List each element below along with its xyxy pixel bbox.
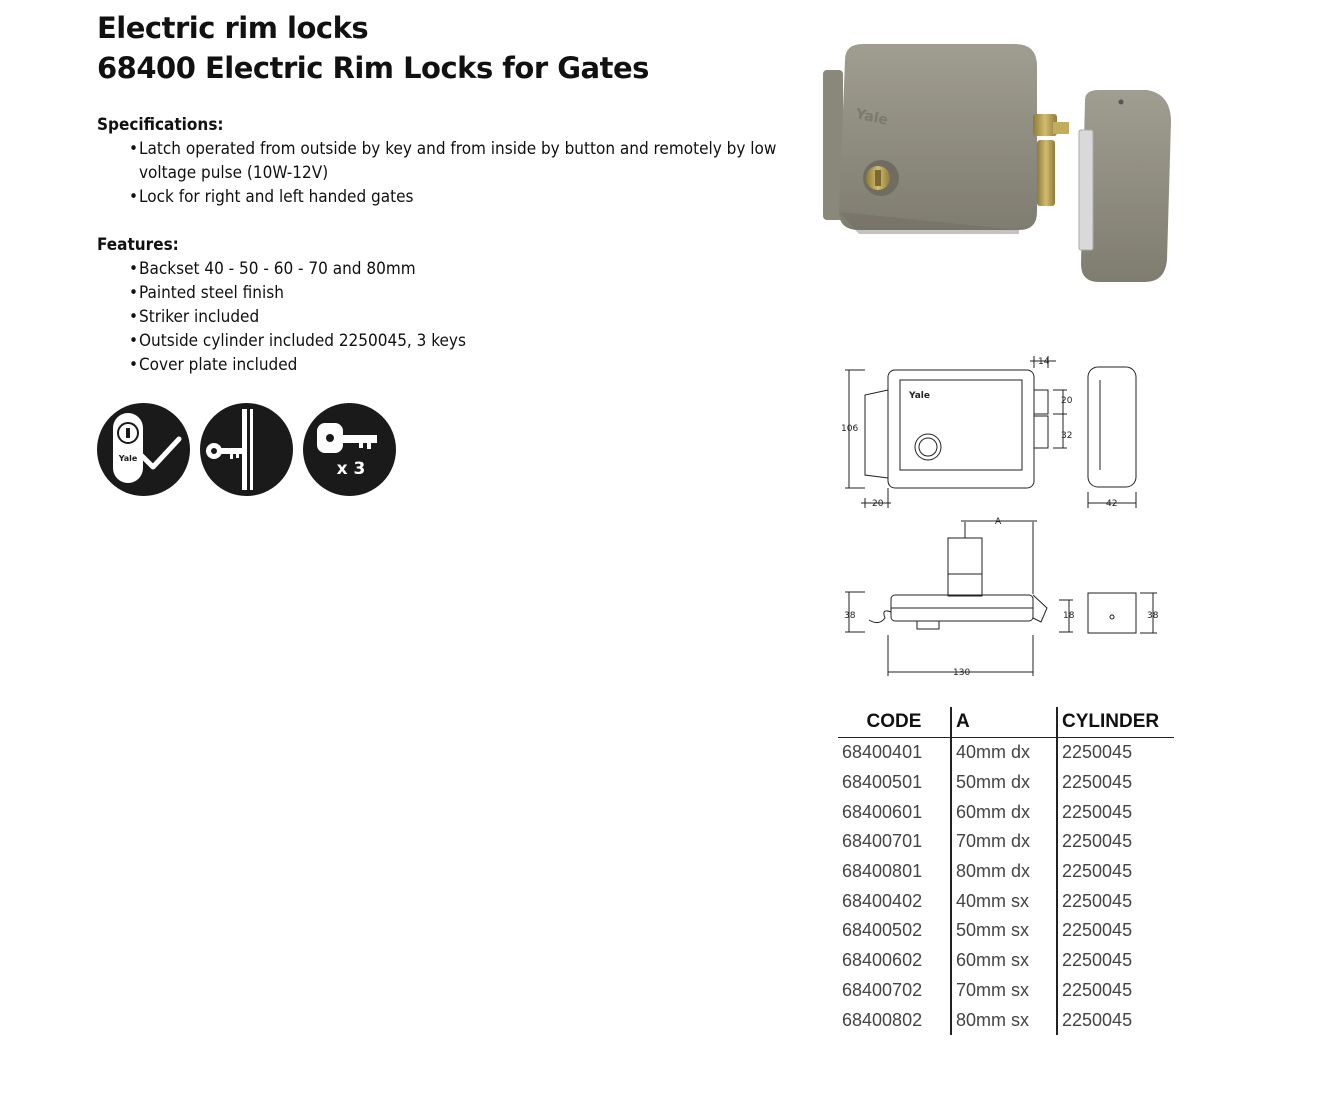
table-row	[838, 797, 1174, 827]
dim-20-right: 20	[1061, 396, 1073, 406]
dim-20-bottom: 20	[872, 499, 884, 509]
feature-item: • Backset 40 - 50 - 60 - 70 and 80mm	[129, 257, 777, 281]
table-row	[838, 857, 1174, 887]
cell-cylinder: 2250045	[1057, 857, 1174, 887]
cell-cylinder: 2250045	[1057, 738, 1174, 768]
product-codes-table	[838, 707, 1174, 1035]
feature-item: • Painted steel finish	[129, 281, 777, 305]
dim-130: 130	[953, 668, 971, 678]
table-row	[838, 976, 1174, 1006]
header-code: CODE	[838, 707, 951, 738]
cell-a: 60mm dx	[951, 797, 1057, 827]
table-row	[838, 1005, 1174, 1035]
table-row	[838, 738, 1174, 768]
cylinder-check-icon	[97, 403, 190, 496]
table-row	[838, 916, 1174, 946]
cell-a: 50mm sx	[951, 916, 1057, 946]
dim-38-right: 38	[1147, 611, 1159, 621]
table-row	[838, 946, 1174, 976]
dim-a: A	[995, 517, 1002, 527]
table-row	[838, 827, 1174, 857]
specifications-list	[97, 137, 777, 209]
cell-code: 68400401	[842, 742, 923, 763]
cell-code: 68400501	[842, 772, 923, 793]
feature-item: • Cover plate included	[129, 353, 777, 377]
product-photo	[815, 30, 1185, 300]
table-header-row	[838, 707, 1174, 738]
cell-code: 68400702	[842, 979, 923, 1000]
table-row	[838, 886, 1174, 916]
dim-38-left: 38	[844, 611, 856, 621]
feature-item: • Outside cylinder included 2250045, 3 keys	[129, 329, 777, 353]
specifications-heading: Specifications:	[97, 115, 224, 135]
cell-a: 80mm dx	[951, 857, 1057, 887]
cell-cylinder: 2250045	[1057, 827, 1174, 857]
cell-cylinder: 2250045	[1057, 946, 1174, 976]
cell-code: 68400602	[842, 950, 923, 971]
key-through-door-icon	[200, 403, 293, 496]
dim-106: 106	[841, 424, 859, 434]
cell-a: 70mm sx	[951, 976, 1057, 1006]
cell-code: 68400802	[842, 1009, 923, 1030]
feature-item: • Striker included	[129, 305, 777, 329]
drawing-brand-text: Yale	[909, 391, 930, 401]
dim-32: 32	[1061, 431, 1073, 441]
table-row	[838, 768, 1174, 798]
cell-cylinder: 2250045	[1057, 886, 1174, 916]
page-title: Electric rim locks	[97, 11, 369, 45]
page-subtitle: 68400 Electric Rim Locks for Gates	[97, 51, 649, 85]
dim-18: 18	[1063, 611, 1075, 621]
dim-14: 14	[1038, 357, 1050, 367]
dim-42: 42	[1106, 499, 1118, 509]
cell-a: 70mm dx	[951, 827, 1057, 857]
cell-a: 60mm sx	[951, 946, 1057, 976]
photo-brand-text: Yale	[854, 106, 890, 129]
cell-a: 50mm dx	[951, 768, 1057, 798]
cell-code: 68400701	[842, 831, 923, 852]
cell-cylinder: 2250045	[1057, 1005, 1174, 1035]
specifications-section	[97, 113, 777, 209]
features-heading: Features:	[97, 235, 179, 255]
cell-a: 40mm sx	[951, 886, 1057, 916]
cell-cylinder: 2250045	[1057, 916, 1174, 946]
header-cylinder: CYLINDER	[1057, 707, 1174, 738]
cell-a: 40mm dx	[951, 738, 1057, 768]
features-list	[97, 257, 777, 377]
spec-item: • Latch operated from outside by key and from inside by button and remotely by low voltage pulse (10W-12V)	[129, 137, 777, 185]
cell-cylinder: 2250045	[1057, 976, 1174, 1006]
keys-x3-icon	[303, 403, 396, 496]
cell-cylinder: 2250045	[1057, 797, 1174, 827]
icon-brand-text: Yale	[118, 454, 138, 463]
cell-code: 68400601	[842, 801, 923, 822]
header-a: A	[951, 707, 1057, 738]
spec-item: • Lock for right and left handed gates	[129, 185, 777, 209]
cell-code: 68400402	[842, 890, 923, 911]
keys-count-label: x 3	[336, 459, 366, 479]
cell-code: 68400801	[842, 861, 923, 882]
cell-code: 68400502	[842, 920, 923, 941]
cell-cylinder: 2250045	[1057, 768, 1174, 798]
cell-a: 80mm sx	[951, 1005, 1057, 1035]
technical-drawing	[835, 350, 1175, 685]
features-section	[97, 233, 777, 377]
